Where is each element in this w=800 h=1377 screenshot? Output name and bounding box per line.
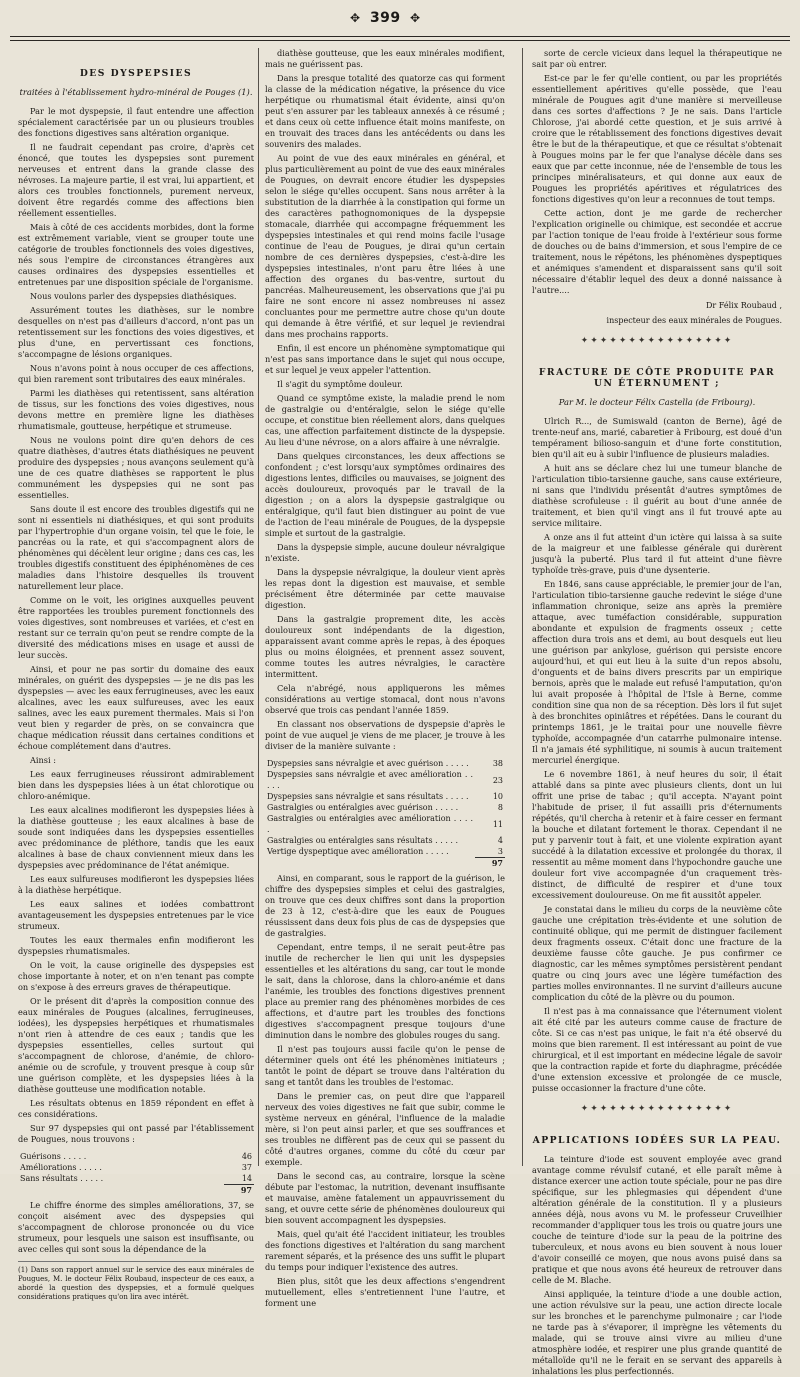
paragraph: Dans quelques circonstances, les deux affections se confondent ; c'est lorsqu'aux symptômes ordinaires des digestions lentes, difficiles ou mauvaises, se joignent des accès douloureux, provoqués par le travail de la digestion ; on a alors la dyspepsie gastralgique ou entéralgique, qu'il faut bien distinguer au point de vue de l'action de l'eau minérale de Pougues, de la dyspepsie simple et surtout de la gastralgie. xyxy=(265,451,505,538)
paragraph: Or le présent dit d'après la composition connue des eaux minérales de Pougues (alcalines, ferrugineuses, iodées), les dyspepsies herpétiques et rhumatismales n'ont rien à attendre de ces eaux ; tandis que les dyspepsies essentielles, celles surtout qui s'accompagnent de chlorose, d'anémie, de chloro-anémie ou de scrofule, y trouvent presque à coup sûr une guérison complète, et les dyspepsies liées à la diathèse goutteuse une modification notable. xyxy=(18,996,254,1094)
table-row xyxy=(18,1173,254,1185)
paragraph: Mais, quel qu'ait été l'accident initiateur, les troubles des fonctions digestives et l'altération du sang marchent rarement séparés, et la présence des uns suffit le plupart du temps pour indiquer l'existence des autres. xyxy=(265,1229,505,1272)
article-title: DES DYSPEPSIES xyxy=(79,68,193,79)
paragraph: Cela n'abrégé, nous appliquerons les mêmes considérations au vertige stomacal, dont nous n'avons observé que trois cas pendant l'année 1859. xyxy=(265,683,505,715)
author-title: inspecteur des eaux minérales de Pougues. xyxy=(606,316,782,325)
article-body xyxy=(532,1154,782,1377)
paragraph: En classant nos observations de dyspepsie d'après le point de vue auquel je viens de me placer, je trouve à les diviser de la manière suivante : xyxy=(265,719,505,751)
table-row xyxy=(265,846,505,858)
row-label: Dyspepsies sans névralgie et sans résultats . . . . . xyxy=(267,792,469,801)
row-label: Gastralgies ou entéralgies avec guérison . . . . . xyxy=(267,803,459,812)
column-divider xyxy=(522,48,523,1166)
article-title: APPLICATIONS IODÉES SUR LA PEAU. xyxy=(532,1135,782,1146)
paragraph: diathèse goutteuse, que les eaux minérales modifient, mais ne guérissent pas. xyxy=(265,48,505,69)
row-label: Dyspepsies sans névralgie et avec amélioration . . . . . xyxy=(267,770,473,790)
paragraph: Quand ce symptôme existe, la maladie prend le nom de gastralgie ou d'entéralgie, selon le siége qu'elle occupe, et constitue bien réellement alors, dans quelques cas, une affection parfaitement distincte de la dyspepsie. Au lieu d'une névrose, on a alors affaire à une névralgie. xyxy=(265,393,505,447)
row-label: Gastralgies ou entéralgies sans résultats . . . . . xyxy=(267,836,459,845)
column-divider xyxy=(258,48,259,1166)
paragraph: Dans la dyspepsie simple, aucune douleur névralgique n'existe. xyxy=(265,542,505,563)
row-label: Guérisons . . . . . xyxy=(20,1152,87,1161)
table-row xyxy=(265,791,505,802)
article-author: Par M. le docteur Félix Castella (de Fribourg). xyxy=(558,397,756,407)
table-total-row xyxy=(18,1185,254,1197)
page-header xyxy=(0,0,800,44)
row-label: Améliorations . . . . . xyxy=(20,1163,102,1172)
paragraph: Les eaux sulfureuses modifieront les dyspepsies liées à la diathèse herpétique. xyxy=(18,874,254,895)
paragraph: Sur 97 dyspepsies qui ont passé par l'établissement de Pougues, nous trouvons : xyxy=(18,1123,254,1144)
paragraph: A onze ans il fut atteint d'un ictère qui laissa à sa suite de la maigreur et une faiblesse générale qui durèrent jusqu'à la puberté. Plus tard il fut atteint d'une fièvre typhoïde très-grave, puis d'une dysenterie. xyxy=(532,532,782,575)
table-row xyxy=(18,1162,254,1173)
row-value: 14 xyxy=(241,1174,252,1183)
paragraph: Dans la dyspepsie névralgique, la douleur vient après les repas dont la digestion est mauvaise, et semble précisément être déterminée par cette mauvaise digestion. xyxy=(265,567,505,610)
paragraph: Il n'est pas toujours aussi facile qu'on le pense de déterminer quels ont été les phénomènes initiateurs ; tantôt le point de départ se trouve dans l'altération du sang et tantôt dans les troubles de l'estomac. xyxy=(265,1044,505,1087)
paragraph: Il s'agit du symptôme douleur. xyxy=(277,379,403,389)
column-3 xyxy=(532,48,782,1376)
row-value: 11 xyxy=(492,819,503,829)
paragraph: Nous n'avons point à nous occuper de ces affections, qui bien rarement sont tributaires des eaux minérales. xyxy=(18,363,254,384)
paragraph: Il ne faudrait cependant pas croire, d'après cet énoncé, que toutes les dyspepsies sont purement nerveuses et entrent dans la grande classe des névroses. La majeure partie, il est vrai, lui appartient, et alors ces troubles fonctionnels, purement nerveux, doivent être regardés comme des affections bien réellement essentielles. xyxy=(18,142,254,218)
paragraph: Au point de vue des eaux minérales en général, et plus particulièrement au point de vue des eaux minérales de Pougues, on devrait encore étudier les dyspepsies selon le siége qu'elles occupent. Sans nous arrêter à la substitution de la diarrhée à la constipation qui forme un des caractères pathognomoniques de la dyspepsie stomacale, diarrhée qui accompagne fréquemment les dyspepsies intestinales et qui rend moins facile l'usage continue de l'eau de Pougues, je dirai qu'un certain nombre de ces dernières dyspepsies, c'est-à-dire les dyspepsies intestinales, n'ont paru être liées à une affection des organes du bas-ventre, surtout du pancréas. Malheureusement, les observations que j'ai pu faire ne sont encore ni assez nombreuses ni assez concluantes pour me permettre autre chose qu'un doute qui demande à être vérifié, et sur lequel je reviendrai dans mes prochains rapports. xyxy=(265,153,505,339)
author-signature: Dr Félix Roubaud , xyxy=(705,301,782,310)
paragraph: Le chiffre énorme des simples améliorations, 37, se conçoit aisément avec des dyspepsies qui s'accompagnent de chlorose prononcée ou du vice strumeux, pour lesquels une saison est insuffisante, ou avec celles qui sont sous la dépendance de la xyxy=(18,1200,254,1254)
paragraph: Est-ce par le fer qu'elle contient, ou par les propriétés essentiellement apéritives qu'elle possède, que l'eau minérale de Pougues agit d'une manière si merveilleuse dans ces sortes d'affections ? Je ne sais. Dans l'article Chlorose, j'ai abordé cette question, et je suis arrivé à croire que le rétablissement des fonctions digestives devait être le but de la thérapeutique, et que ce résultat s'obtenait à Pougues moins par le fer que l'analyse décèle dans ses eaux que par cette inconnue, née de l'ensemble de tous les principes minéralisateurs, et qui donne aux eaux de Pougues les propriétés apéritives et régulatrices des fonctions digestives qu'on leur a reconnues de tout temps. xyxy=(532,73,782,204)
ornament-icon: ✥ xyxy=(410,11,421,25)
paragraph: En 1846, sans cause appréciable, le premier jour de l'an, l'articulation tibio-tarsienne gauche redevint le siége d'une inflammation chronique, seize ans après la première attaque, avec tuméfaction considérable, suppuration abondante et expulsion de fragments osseux ; cette affection dura trois ans et demi, au bout desquels eut lieu une guérison par ankylose, guérison qui persiste encore aujourd'hui, et qui eut lieu à la suite d'un repos absolu, d'onguents et de bains divers prescrits par un empirique bernois, après que le malade eut refusé l'amputation, qu'on lui avait proposée à l'hôpital de l'Isle à Berne, comme condition sine qua non de sa réception. Dès lors il fut sujet à des bronchites opiniâtres et répétées. Dans le courant du printemps 1861, je le traitai pour une nouvelle fièvre typhoïde, accompagnée d'un catarrhe pulmonaire intense. Il n'a jamais été syphilitique, ni soumis à aucun traitement mercuriel énergique. xyxy=(532,579,782,765)
row-value: 4 xyxy=(497,836,503,845)
paragraph: Dans la gastralgie proprement dite, les accès douloureux sont indépendants de la digestion, apparaissent avant comme après le repas, à des époques plus ou moins éloignées, et prennent assez souvent, comme toutes les autres névralgies, le caractère intermittent. xyxy=(265,614,505,679)
row-label: Vertige dyspeptique avec amélioration . . . . . xyxy=(267,847,449,857)
page-number xyxy=(346,10,425,26)
paragraph: Assurément toutes les diathèses, sur le nombre desquelles on n'est pas d'ailleurs d'accord, n'ont pas un retentissement sur les fonctions des voies digestives, et plus d'une, en pervertissant ces fonctions, s'accompagne de lésions organiques. xyxy=(18,305,254,359)
paragraph: A huit ans se déclare chez lui une tumeur blanche de l'articulation tibio-tarsienne gauche, sans cause extérieure, ni sans que l'individu présentât d'autres symptômes de diathèse scrofuleuse : il guérit au bout d'une année de traitement, et bien qu'il vingt ans il fut trouvé apte au service militaire. xyxy=(532,463,782,528)
paragraph: Enfin, il est encore un phénomène symptomatique qui n'est pas sans importance dans le sujet qui nous occupe, et sur lequel je veux appeler l'attention. xyxy=(265,343,505,375)
paragraph: Mais à côté de ces accidents morbides, dont la forme est extrêmement variable, vient se grouper toute une catégorie de troubles fonctionnels des voies digestives, nés sous l'empire de circonstances étrangères aux causes ordinaires des dyspepsies essentielles et entretenues par une disposition spéciale de l'organisme. xyxy=(18,222,254,287)
table-row xyxy=(265,813,505,835)
article-body xyxy=(265,48,505,752)
article-subtitle: traitées à l'établissement hydro-minéral de Pouges (1). xyxy=(19,87,253,97)
paragraph: Bien plus, sitôt que les deux affections s'engendrent mutuellement, elles s'entretiennent l'une l'autre, et forment une xyxy=(265,1276,505,1308)
paragraph: Le 6 novembre 1861, à neuf heures du soir, il était attablé dans sa pinte avec plusieurs clients, dont un lui offrit une prise de tabac ; qu'il accepta. N'ayant point l'habitude de priser, il fut assailli pris d'éternuments répétés, qu'il chercha à retenir et à faire cesser en fermant la bouche et dilatant fortement le thorax. Cependant il ne put y parvenir tout à fait, et une violente expiration ayant succédé à la dilatation excessive et prolongée du thorax, il ressentit au même moment dans l'hypochondre gauche une douleur fort vive accompagnée d'un craquement très-distinct, de difficulté de respirer et d'une toux excessivement douloureuse. On me fit aussitôt appeler. xyxy=(532,769,782,900)
paragraph: Ainsi : xyxy=(30,755,56,765)
paragraph: Dans la presque totalité des quatorze cas qui forment la classe de la médication négative, la présence du vice herpétique ou rhumatismal était évidente, ainsi qu'on peut s'en assurer par les tableaux annexés à ce résumé ; et dans ceux où cette influence était moins manifeste, on en trouvait des traces dans les antécédents ou dans les souvenirs des malades. xyxy=(265,73,505,149)
table-row xyxy=(18,1151,254,1162)
table-row xyxy=(265,758,505,769)
paragraph: Je constatai dans le milieu du corps de la neuvième côte gauche une crépitation très-évidente et une solution de continuité oblique, qui me permit de distinguer facilement deux fragments osseux. C'était donc une fracture de la deuxième fausse côte gauche. Je pus confirmer ce diagnostic, car les mêmes symptômes persistèrent pendant quatre ou cinq jours avec une légère tuméfaction des parties molles environnantes. Il ne survint d'ailleurs aucune complication du côté de la plèvre ou du poumon. xyxy=(532,904,782,1002)
total-value: 97 xyxy=(224,1185,254,1197)
paragraph: Nous voulons parler des dyspepsies diathésiques. xyxy=(30,291,237,301)
paragraph: La teinture d'iode est souvent employée avec grand avantage comme révulsif cutané, et elle paraît même à distance exercer une action toute spéciale, pour ne pas dire spécifique, sur les phlegmasies qui dépendent d'une altération générale de la constitution. Il y a plusieurs années déjà, nous avons vu M. le professeur Cruveilhier recommander d'appliquer tous les trois ou quatre jours une couche de teinture d'iode sur la peau de la poitrine des tuberculeux, et nous avons eu bien souvent à nous louer d'avoir conseillé ce moyen, que nous avons puisé dans sa pratique et que nous avons été heureux de retrouver dans celle de M. Blache. xyxy=(532,1154,782,1285)
row-label: Dyspepsies sans névralgie et avec guérison . . . . . xyxy=(267,759,469,768)
row-label: Gastralgies ou entéralgies avec amélioration . . . . . xyxy=(267,814,473,834)
paragraph: Comme on le voit, les origines auxquelles peuvent être rapportées les troubles purement fonctionnels des voies digestives, sont nombreuses et variées, et c'est en restant sur ce terrain qu'on peut se rendre compte de la diversité des médications mises en usage et aussi de leur succès. xyxy=(18,595,254,660)
paragraph: Les eaux salines et iodées combattront avantageusement les dyspepsies entretenues par le vice strumeux. xyxy=(18,899,254,931)
paragraph: Ulrich R..., de Sumiswald (canton de Berne), âgé de trente-neuf ans, marié, cabaretier à Fribourg, est doué d'un tempérament bilioso-sanguin et d'une forte constitution, bien qu'il ait eu à subir l'influence de plusieurs maladies. xyxy=(532,416,782,459)
row-label: Sans résultats . . . . . xyxy=(20,1174,104,1184)
row-value: 23 xyxy=(492,775,503,785)
row-value: 10 xyxy=(492,792,503,801)
paragraph: sorte de cercle vicieux dans lequel la thérapeutique ne sait par où entrer. xyxy=(532,48,782,69)
total-label xyxy=(265,858,475,870)
article-body xyxy=(532,416,782,1094)
row-value: 38 xyxy=(492,759,503,768)
page-number-value: 399 xyxy=(369,10,401,26)
row-value: 8 xyxy=(497,803,503,812)
footnote: (1) Dans son rapport annuel sur le service des eaux minérales de Pougues, M. le docteur Félix Roubaud, inspecteur de ces eaux, a abordé la question des dyspepsies, et a formulé quelques considérations pratiques qu'on lira avec intérêt. xyxy=(18,1261,254,1302)
table-row xyxy=(265,769,505,791)
paragraph: Par le mot dyspepsie, il faut entendre une affection spécialement caractérisée par un ou plusieurs troubles des fonctions digestives sans altération organique. xyxy=(18,106,254,138)
paragraph: Nous ne voulons point dire qu'en dehors de ces quatre diathèses, d'autres états diathésiques ne peuvent produire des dyspepsies ; nous avançons seulement qu'à une de ces quatre diathèses se rapportent le plus communément les dyspepsies qui ne sont pas essentielles. xyxy=(18,435,254,500)
paragraph: Ainsi, en comparant, sous le rapport de la guérison, le chiffre des dyspepsies simples et celui des gastralgies, on trouve que ces deux chiffres sont dans la proportion de 23 à 12, c'est-à-dire que les eaux de Pougues réussissent dans deux fois plus de cas de dyspepsies que de gastralgies. xyxy=(265,873,505,938)
paragraph: Toutes les eaux thermales enfin modifieront les dyspepsies rhumatismales. xyxy=(18,935,254,956)
paragraph: Parmi les diathèses qui retentissent, sans altération de tissus, sur les fonctions des voies digestives, nous devons mettre en première ligne les diathèses rhumatismale, goutteuse, herpétique et strumeuse. xyxy=(18,388,254,431)
separator-ornament: ✦✦✦✦✦✦✦✦✦✦✦✦✦✦✦✦ xyxy=(580,1104,734,1114)
paragraph: Ainsi, et pour ne pas sortir du domaine des eaux minérales, on guérit des dyspepsies — je ne dis pas les dyspepsies — avec les eaux ferrugineuses, avec les eaux alcalines, avec les eaux sulfureuses, avec les eaux salines, avec les eaux purement thermales. Mais si l'on veut bien y regarder de près, on se convaincra que chaque médication réussit dans certaines conditions et échoue complétement dans d'autres. xyxy=(18,664,254,751)
classification-table xyxy=(265,758,505,869)
paragraph: Il n'est pas à ma connaissance que l'éternument violent ait été cité par les auteurs comme cause de fracture de côte. Si ce cas n'est pas unique, le fait n'a été observé du moins que bien rarement. Il est intéressant au point de vue chirurgical, et il est important en médecine légale de savoir que la contraction rapide et forte du diaphragme, précédée d'une extension excessive et prolongée de ce muscle, puisse occasionner la fracture d'une côte. xyxy=(532,1006,782,1093)
paragraph: Sans doute il est encore des troubles digestifs qui ne sont ni essentiels ni diathésiques, et qui sont produits par l'hypertrophie d'un organe voisin, tel que le foie, le pancréas ou la rate, et qui s'accompagnent alors de phénomènes qui décèlent leur origine ; dans ces cas, les troubles digestifs constituent des épiphénomènes de ces maladies dans l'histoire desquelles ils trouvent naturellement leur place. xyxy=(18,504,254,591)
separator-ornament: ✦✦✦✦✦✦✦✦✦✦✦✦✦✦✦✦ xyxy=(580,336,734,346)
table-total-row xyxy=(265,858,505,870)
paragraph: Les eaux alcalines modifieront les dyspepsies liées à la diathèse goutteuse ; les eaux alcalines à base de soude sont indiquées dans les dyspepsies essentielles avec prédominance de pléthore, tandis que les eaux alcalines à base de chaux conviennent mieux dans les dyspepsies avec prédominance de l'état anémique. xyxy=(18,805,254,870)
paragraph: Dans le second cas, au contraire, lorsque la scène débute par l'estomac, la nutrition, devenant insuffisante et mauvaise, amène fatalement un appauvrissement du sang, et ouvre cette série de phénomènes douloureux qui bien souvent accompagnent les dyspepsies. xyxy=(265,1171,505,1225)
table-row xyxy=(265,802,505,813)
row-value: 37 xyxy=(241,1163,252,1172)
article-body-continued xyxy=(265,873,505,1309)
ornament-icon: ✥ xyxy=(350,11,361,25)
row-value: 46 xyxy=(241,1152,252,1161)
row-value: 3 xyxy=(497,847,503,856)
paragraph: On le voit, la cause originelle des dyspepsies est chose importante à noter, et on n'en tenant pas compte on s'expose à des erreurs graves de thérapeutique. xyxy=(18,960,254,992)
paragraph: Les eaux ferrugineuses réussiront admirablement bien dans les dyspepsies liées à un état chlorotique ou chloro-anémique. xyxy=(18,769,254,801)
column-1 xyxy=(18,48,254,1301)
paragraph: Cependant, entre temps, il ne serait peut-être pas inutile de rechercher le lien qui unit les dyspepsies essentielles et les altérations du sang, car tout le monde le sait, dans la chlorose, dans la chloro-anémie et dans l'anémie, les troubles des fonctions digestives prennent place au premier rang des phénomènes morbides de ces affections, et d'autre part les troubles des fonctions digestives s'accompagnent presque toujours d'une diminution dans le nombre des globules rouges du sang. xyxy=(265,942,505,1040)
total-value: 97 xyxy=(475,858,505,870)
paragraph: Dans le premier cas, on peut dire que l'appareil nerveux des voies digestives ne fait que subir, comme le système nerveux en général, l'influence de la maladie mère, si l'on peut ainsi parler, et que ses souffrances et ses troubles ne diffèrent pas de ceux qui se passent du côté d'autres organes, comme du côté du cœur par exemple. xyxy=(265,1091,505,1167)
table-row xyxy=(265,835,505,846)
column-2 xyxy=(265,48,505,1308)
paragraph: Cette action, dont je me garde de rechercher l'explication originelle ou chimique, est secondée et accrue par l'action tonique de l'eau froide à l'extérieur sous forme de douches ou de bains d'immersion, et sous l'empire de ce traitement, nous le répétons, les phénomènes dyspeptiques et anémiques s'amendent et disparaissent sans qu'il soit nécessaire d'établir lequel des deux a donné naissance à l'autre.... xyxy=(532,208,782,295)
article-title: FRACTURE DE CÔTE PRODUITE PAR UN ÉTERNUMENT ; xyxy=(538,367,776,389)
results-table xyxy=(18,1151,254,1196)
paragraph: Les résultats obtenus en 1859 répondent en effet à ces considérations. xyxy=(18,1098,254,1119)
header-rule xyxy=(10,36,790,41)
article-body xyxy=(532,48,782,296)
total-label xyxy=(18,1185,224,1197)
article-body xyxy=(18,106,254,1145)
paragraph: Ainsi appliquée, la teinture d'iode a une double action, une action révulsive sur la peau, une action directe locale sur les bronches et le parenchyme pulmonaire ; car l'iode ne tarde pas à s'évaporer, il imprègne les vêtements du malade, qui se trouve ainsi vivre au milieu d'une atmosphère iodée, et respirer une plus grande quantité de métalloïde qu'il ne le ferait en se servant des appareils à inhalations les plus perfectionnés. xyxy=(532,1289,782,1376)
